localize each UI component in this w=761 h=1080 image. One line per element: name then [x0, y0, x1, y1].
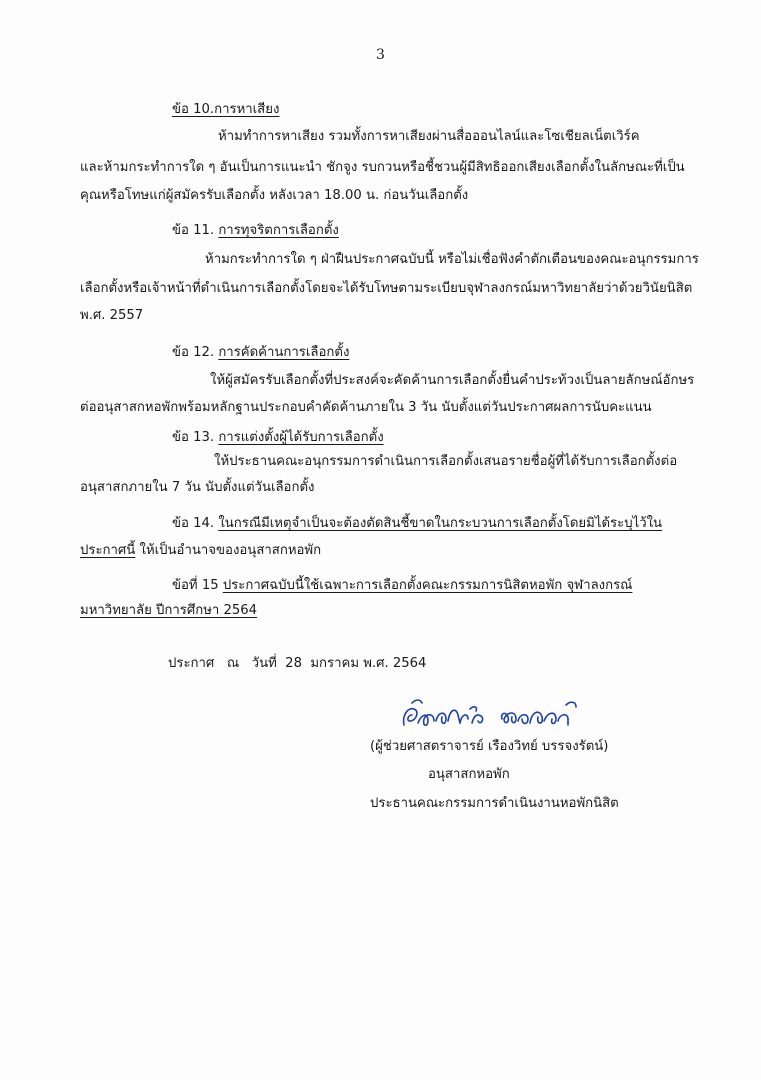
section-11-title: การทุจริตการเลือกตั้ง: [218, 223, 339, 238]
section-12-number: ข้อ 12.: [172, 345, 215, 360]
section-10-line-1: ห้ามทำการหาเสียง รวมทั้งการหาเสียงผ่านสื่อออนไลน์และโซเชียลเน็ตเวิร์ค: [218, 129, 640, 144]
section-14-title-1: ในกรณีมีเหตุจำเป็นจะต้องตัดสินชี้ขาดในกระบวนการเลือกตั้งโดยมิได้ระบุไว้ใน: [218, 516, 663, 531]
section-15-title-2: มหาวิทยาลัย ปีการศึกษา 2564: [80, 603, 258, 618]
signature-image: [398, 695, 588, 733]
announcement-date: ประกาศ ณ วันที่ 28 มกราคม พ.ศ. 2564: [168, 656, 427, 671]
section-13-line-1: ให้ประธานคณะอนุกรรมการดำเนินการเลือกตั้งเสนอรายชื่อผู้ที่ได้รับการเลือกตั้งต่อ: [214, 454, 678, 469]
section-11-line-3: พ.ศ. 2557: [80, 308, 144, 323]
signatory-name: (ผู้ช่วยศาสตราจารย์ เรืองวิทย์ บรรจงรัตน์): [370, 739, 609, 754]
section-14-rest: ให้เป็นอำนาจของอนุสาสกหอพัก: [135, 543, 322, 558]
section-12-line-2: ต่ออนุสาสกหอพักพร้อมหลักฐานประกอบคำคัดค้านภายใน 3 วัน นับตั้งแต่วันประกาศผลการนับคะแนน: [80, 400, 652, 415]
section-13-number: ข้อ 13.: [172, 430, 215, 445]
section-10-heading: ข้อ 10.การหาเสียง: [172, 102, 280, 117]
section-10-line-3: คุณหรือโทษแก่ผู้สมัครรับเลือกตั้ง หลังเวลา 18.00 น. ก่อนวันเลือกตั้ง: [80, 188, 469, 203]
section-12-heading: [172, 344, 349, 361]
signatory-position-1: อนุสาสกหอพัก: [428, 767, 510, 782]
section-15-title-1: ประกาศฉบับนี้ใช้เฉพาะการเลือกตั้งคณะกรรมการนิสิตหอพัก จุฬาลงกรณ์: [222, 578, 633, 593]
section-11-line-1: ห้ามกระทำการใด ๆ ฝ่าฝืนประกาศฉบับนี้ หรือไม่เชื่อฟังคำตักเตือนของคณะอนุกรรมการ: [205, 252, 699, 267]
section-14-line-1: [172, 515, 662, 532]
section-14-title-2: ประกาศนี้: [80, 543, 136, 558]
section-12-line-1: ให้ผู้สมัครรับเลือกตั้งที่ประสงค์จะคัดค้านการเลือกตั้งยื่นคำประท้วงเป็นลายลักษณ์อักษร: [210, 373, 695, 388]
section-13-title: การแต่งตั้งผู้ได้รับการเลือกตั้ง: [218, 430, 384, 445]
section-15-number: ข้อที่ 15: [172, 578, 219, 593]
section-14-line-2: [80, 542, 321, 559]
section-10-line-2: และห้ามกระทำการใด ๆ อันเป็นการแนะนำ ชักจูง รบกวนหรือชี้ชวนผู้มีสิทธิออกเสียงเลือกตั้งในลักษณะที่เป็น: [80, 160, 685, 175]
signatory-position-2: ประธานคณะกรรมการดำเนินงานหอพักนิสิต: [370, 796, 619, 811]
page-number: 3: [376, 47, 385, 63]
section-12-title: การคัดค้านการเลือกตั้ง: [218, 345, 350, 360]
section-13-heading: [172, 429, 384, 446]
section-13-line-2: อนุสาสกภายใน 7 วัน นับตั้งแต่วันเลือกตั้ง: [80, 480, 315, 495]
section-14-number: ข้อ 14.: [172, 516, 215, 531]
section-11-heading: [172, 222, 339, 239]
section-11-number: ข้อ 11.: [172, 223, 215, 238]
section-11-line-2: เลือกตั้งหรือเจ้าหน้าที่ดำเนินการเลือกตั้งโดยจะได้รับโทษตามระเบียบจุฬาลงกรณ์มหาวิทยาลัยว่าด้วยวินัยนิสิต: [80, 281, 693, 296]
section-15-line-1: [172, 577, 632, 594]
